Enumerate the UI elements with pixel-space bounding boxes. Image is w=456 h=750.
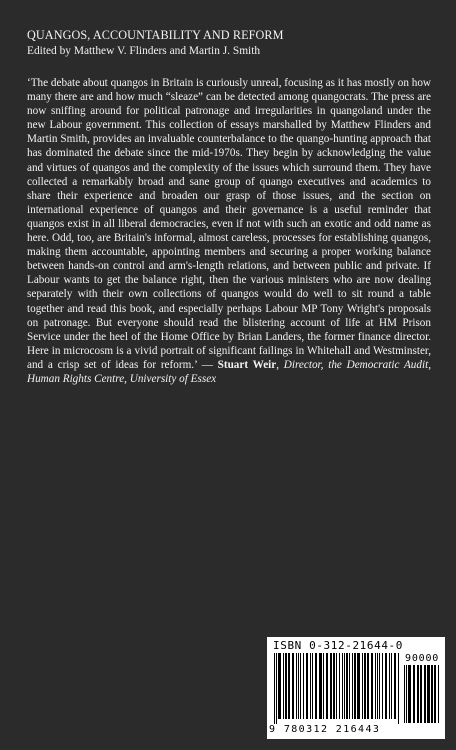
isbn-label: ISBN 0-312-21644-0 <box>273 639 404 652</box>
price-code: 90000 <box>405 653 440 664</box>
review-author-role: Director, the Democratic Audit, Human Rights Centre, University of Essex <box>27 358 432 385</box>
review-author: Stuart Weir <box>217 358 277 371</box>
barcode-panel <box>267 637 445 739</box>
price-barcode <box>403 665 441 727</box>
review-author-separator: , <box>276 358 284 371</box>
review-text: ‘The debate about quangos in Britain is curiously unreal, focusing as it has mostly on how many there are and how much “sleaze” can be detected among quangocrats. The press are now sniffing around for political patronage and irregularities in quangoland under the new Labour government. This collection of essays marshalled by Matthew Flinders and Martin Smith, provides an invaluable counterbalance to the quango-hunting approach that has dominated the debate since the mid-1970s. They begin by acknowledging the value and virtues of quangos and the complexity of the issues which surround them. They have collected a remarkably broad and sane group of quango executives and academics to share their experience and broaden our grasp of those issues, and the section on international experience of quangos and their governance is a useful reminder that quangos exist in all liberal democracies, even if not with such an exotic and odd name as here. Odd, too, are Britain's informal, almost careless, processes for establishing quangos, making them accountable, appointing members and securing a proper working balance between hands-on control and arm's-length relations, and between public and private. If Labour wants to get the balance right, then the various ministers who are now dealing separately with their own collections of quangos would do well to sit round a table together and read this book, and especially perhaps Labour MP Tony Wright's proposals on patronage. But everyone should read the blistering account of life at HM Prison Service under the heel of the Home Office by Brian Landers, the former finance director. Here in microcosm is a vivid portrait of significant failings in Whitehall and Westminster, and a crisp set of ideas for reform.’ — <box>27 77 431 371</box>
book-editors: Edited by Matthew V. Flinders and Martin J. Smith <box>27 45 261 57</box>
book-title: QUANGOS, ACCOUNTABILITY AND REFORM <box>27 28 284 42</box>
ean-digits: 9 780312 216443 <box>269 724 381 735</box>
ean-barcode <box>273 653 401 725</box>
review-blurb <box>27 76 431 386</box>
